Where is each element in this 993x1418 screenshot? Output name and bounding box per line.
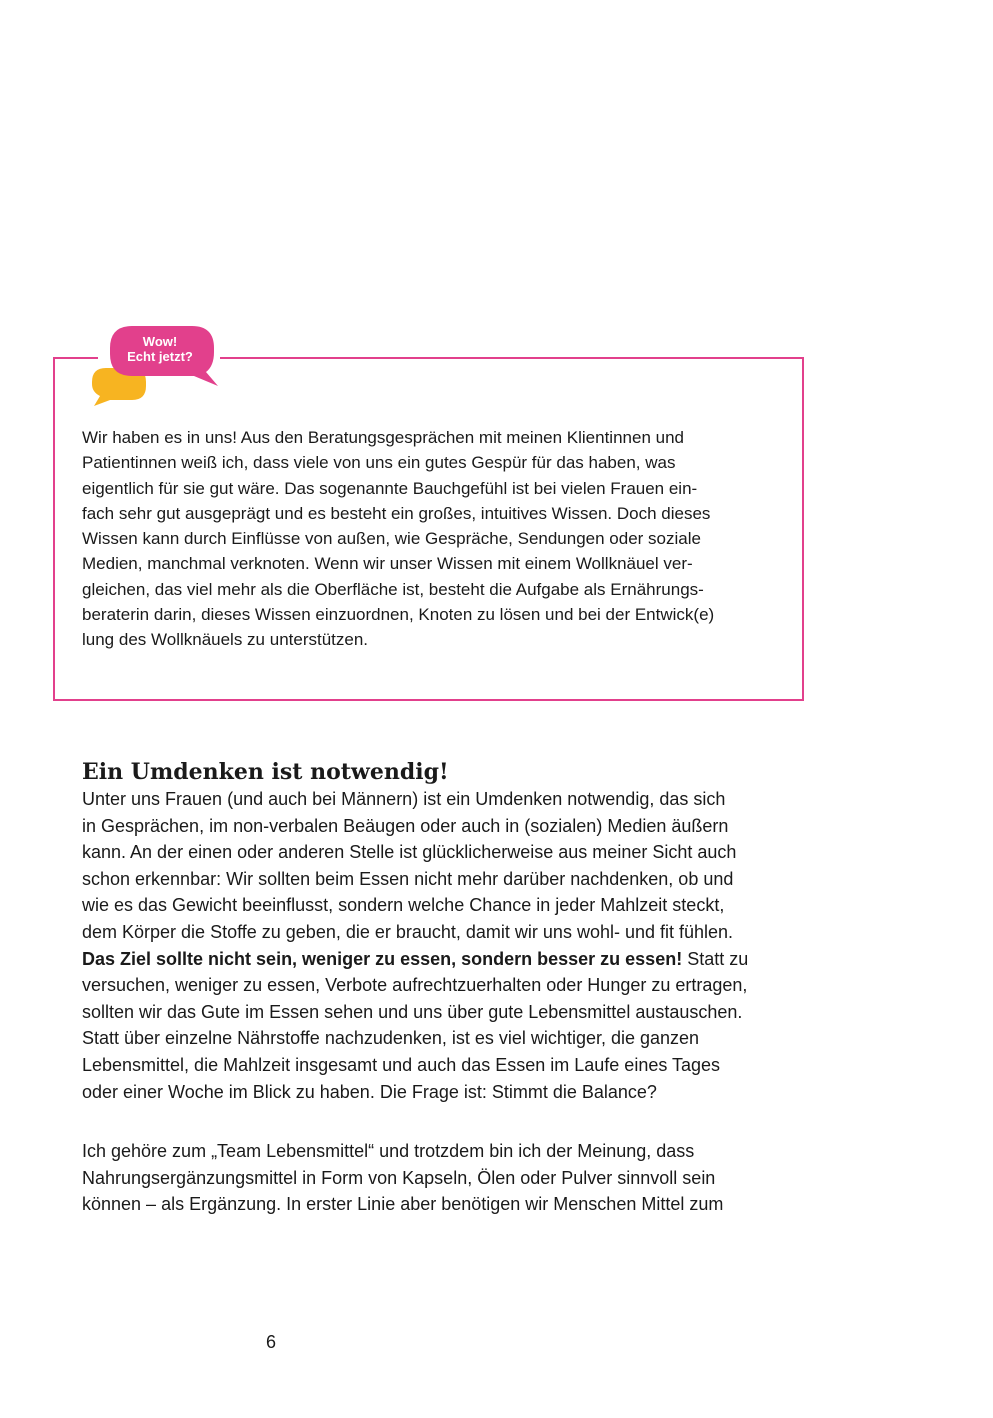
callout-line: lung des Wollknäuels zu unterstützen.: [82, 630, 369, 650]
paragraph-line: in Gesprächen, im non-verbalen Beäugen oder auch in (sozialen) Medien äußern: [82, 815, 729, 836]
body-paragraph-1: [82, 786, 812, 1105]
paragraph-line: sollten wir das Gute im Essen sehen und uns über gute Lebensmittel austauschen.: [82, 1001, 743, 1022]
callout-line: Wir haben es in uns! Aus den Beratungsgesprächen mit meinen Klientinnen und: [82, 428, 684, 447]
callout-badge: [112, 334, 208, 364]
paragraph-line: versuchen, weniger zu essen, Verbote aufrechtzuerhalten oder Hunger zu ertragen,: [82, 975, 748, 996]
callout-text: [82, 425, 782, 653]
paragraph-line: wie es das Gewicht beeinflusst, sondern welche Chance in jeder Mahlzeit steckt,: [82, 895, 725, 916]
callout-line: Medien, manchmal verknoten. Wenn wir unser Wissen mit einem Wollknäuel ver-: [82, 554, 693, 574]
callout-line: beraterin darin, dieses Wissen einzuordnen, Knoten zu lösen und bei der Entwick(e): [82, 605, 715, 625]
paragraph-line: schon erkennbar: Wir sollten beim Essen nicht mehr darüber nachdenken, ob und: [82, 868, 734, 889]
paragraph-line: Unter uns Frauen (und auch bei Männern) ist ein Umdenken notwendig, das sich: [82, 789, 726, 809]
paragraph-line: Nahrungsergänzungsmittel in Form von Kapseln, Ölen oder Pulver sinnvoll sein: [82, 1167, 716, 1188]
paragraph-line: Ich gehöre zum „Team Lebensmittel“ und trotzdem bin ich der Meinung, dass: [82, 1141, 695, 1161]
paragraph-line: [82, 946, 812, 973]
callout-badge-line-2: Echt jetzt?: [127, 349, 193, 364]
page-number: 6: [266, 1332, 277, 1352]
callout-badge-line-1: Wow!: [142, 334, 178, 349]
key-statement-tail: Statt zu: [682, 948, 749, 969]
paragraph-line: Statt über einzelne Nährstoffe nachzudenken, ist es viel wichtiger, die ganzen: [82, 1028, 700, 1049]
body-paragraph-2: [82, 1138, 812, 1218]
callout-line: eigentlich für sie gut wäre. Das sogenannte Bauchgefühl ist bei vielen Frauen ein-: [82, 478, 698, 498]
callout-line: Wissen kann durch Einflüsse von außen, wie Gespräche, Sendungen oder soziale: [82, 529, 701, 549]
section-heading: Ein Umdenken ist notwendig!: [82, 759, 449, 785]
key-statement: Das Ziel sollte nicht sein, weniger zu essen, sondern besser zu essen!: [82, 948, 683, 969]
callout-line: Patientinnen weiß ich, dass viele von uns ein gutes Gespür für das haben, was: [82, 453, 676, 473]
callout-line: fach sehr gut ausgeprägt und es besteht ein großes, intuitives Wissen. Doch dieses: [82, 503, 711, 523]
callout-line: gleichen, das viel mehr als die Oberfläche ist, besteht die Aufgabe als Ernährungs-: [82, 579, 704, 599]
paragraph-line: Lebensmittel, die Mahlzeit insgesamt und auch das Essen im Laufe eines Tages: [82, 1054, 721, 1075]
paragraph-line: kann. An der einen oder anderen Stelle ist glücklicherweise aus meiner Sicht auch: [82, 842, 737, 863]
paragraph-line: können – als Ergänzung. In erster Linie aber benötigen wir Menschen Mittel zum: [82, 1194, 724, 1215]
paragraph-line: oder einer Woche im Blick zu haben. Die Frage ist: Stimmt die Balance?: [82, 1081, 657, 1102]
paragraph-line: dem Körper die Stoffe zu geben, die er braucht, damit wir uns wohl- und fit fühlen.: [82, 921, 734, 942]
